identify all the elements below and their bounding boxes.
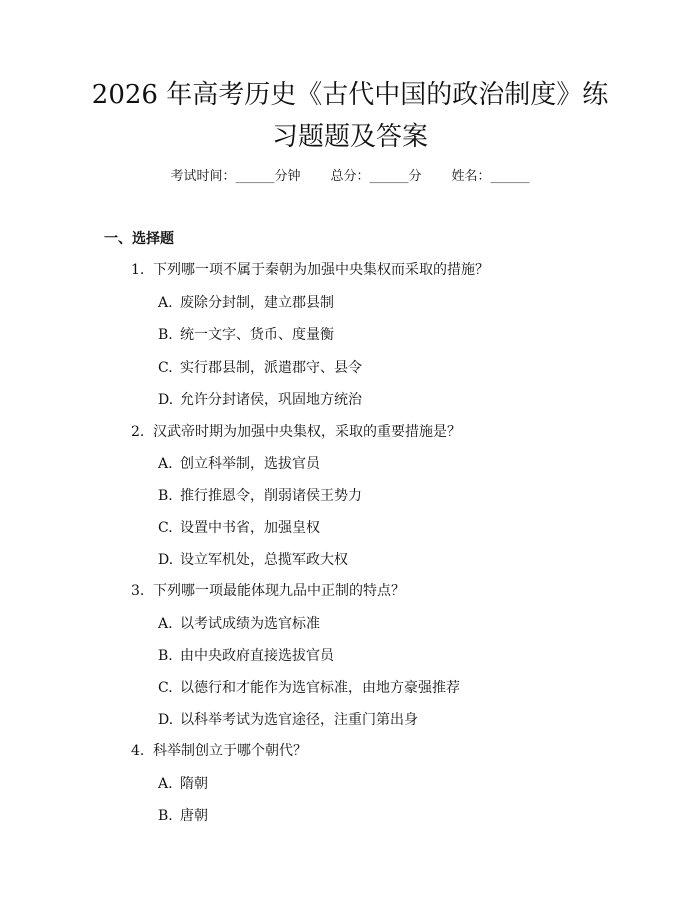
question-1 <box>131 260 489 280</box>
question-text: 汉武帝时期为加强中央集权，采取的重要措施是？ <box>153 424 461 440</box>
question-2-option-b <box>158 486 362 506</box>
question-2-option-a <box>158 454 320 474</box>
question-4-option-a <box>158 774 208 794</box>
exam-info-line <box>0 167 700 187</box>
option-letter: B. <box>158 808 173 824</box>
question-3-option-c <box>158 678 460 698</box>
name-label: 姓名： <box>451 169 491 184</box>
score-label: 总分： <box>330 169 370 184</box>
option-text: 以德行和才能作为选官标准，由地方豪强推荐 <box>180 680 460 696</box>
option-letter: D. <box>158 392 174 408</box>
option-letter: D. <box>158 552 174 568</box>
option-letter: B. <box>158 648 173 664</box>
option-text: 实行郡县制，派遣郡守、县令 <box>180 360 362 376</box>
option-letter: C. <box>158 680 173 696</box>
question-1-option-d <box>158 390 362 410</box>
option-letter: A. <box>158 456 173 472</box>
question-3 <box>131 581 405 601</box>
question-number: 4. <box>131 743 145 759</box>
option-letter: A. <box>158 776 173 792</box>
option-letter: D. <box>158 712 174 728</box>
question-2-option-c <box>158 518 320 538</box>
question-number: 3. <box>131 583 145 599</box>
option-letter: C. <box>158 360 173 376</box>
question-text: 下列哪一项不属于秦朝为加强中央集权而采取的措施？ <box>153 262 489 278</box>
question-4 <box>131 741 307 761</box>
option-text: 唐朝 <box>180 808 208 824</box>
option-letter: A. <box>158 616 173 632</box>
question-1-option-b <box>158 325 334 345</box>
question-1-option-c <box>158 358 362 378</box>
section-heading: 一、选择题 <box>104 231 174 247</box>
question-text: 下列哪一项最能体现九品中正制的特点？ <box>153 583 405 599</box>
option-text: 统一文字、货币、度量衡 <box>180 327 334 343</box>
option-letter: C. <box>158 520 173 536</box>
question-2-option-d <box>158 550 348 570</box>
question-3-option-b <box>158 646 334 666</box>
time-blank: ______ <box>235 169 275 184</box>
name-blank: ______ <box>490 169 530 184</box>
question-2 <box>131 422 461 442</box>
question-number: 1. <box>131 262 145 278</box>
score-unit: 分 <box>408 169 422 184</box>
option-text: 废除分封制，建立郡县制 <box>180 295 334 311</box>
option-text: 隋朝 <box>180 776 208 792</box>
option-letter: B. <box>158 488 173 504</box>
question-number: 2. <box>131 424 145 440</box>
option-text: 设立军机处，总揽军政大权 <box>180 552 348 568</box>
option-text: 以科举考试为选官途径，注重门第出身 <box>180 712 418 728</box>
score-blank: ______ <box>369 169 409 184</box>
option-letter: B. <box>158 327 173 343</box>
question-3-option-d <box>158 710 418 730</box>
document-title: 2026 年高考历史《古代中国的政治制度》练习题题及答案 <box>91 80 609 152</box>
question-text: 科举制创立于哪个朝代？ <box>153 743 307 759</box>
question-1-option-a <box>158 293 334 313</box>
time-unit: 分钟 <box>274 169 301 184</box>
option-text: 以考试成绩为选官标准 <box>180 616 320 632</box>
time-label: 考试时间： <box>170 169 236 184</box>
option-text: 创立科举制，选拔官员 <box>180 456 320 472</box>
option-text: 由中央政府直接选拔官员 <box>180 648 334 664</box>
option-text: 推行推恩令，削弱诸侯王势力 <box>180 488 362 504</box>
question-3-option-a <box>158 614 320 634</box>
option-text: 设置中书省，加强皇权 <box>180 520 320 536</box>
question-4-option-b <box>158 806 208 826</box>
option-letter: A. <box>158 295 173 311</box>
option-text: 允许分封诸侯，巩固地方统治 <box>180 392 362 408</box>
